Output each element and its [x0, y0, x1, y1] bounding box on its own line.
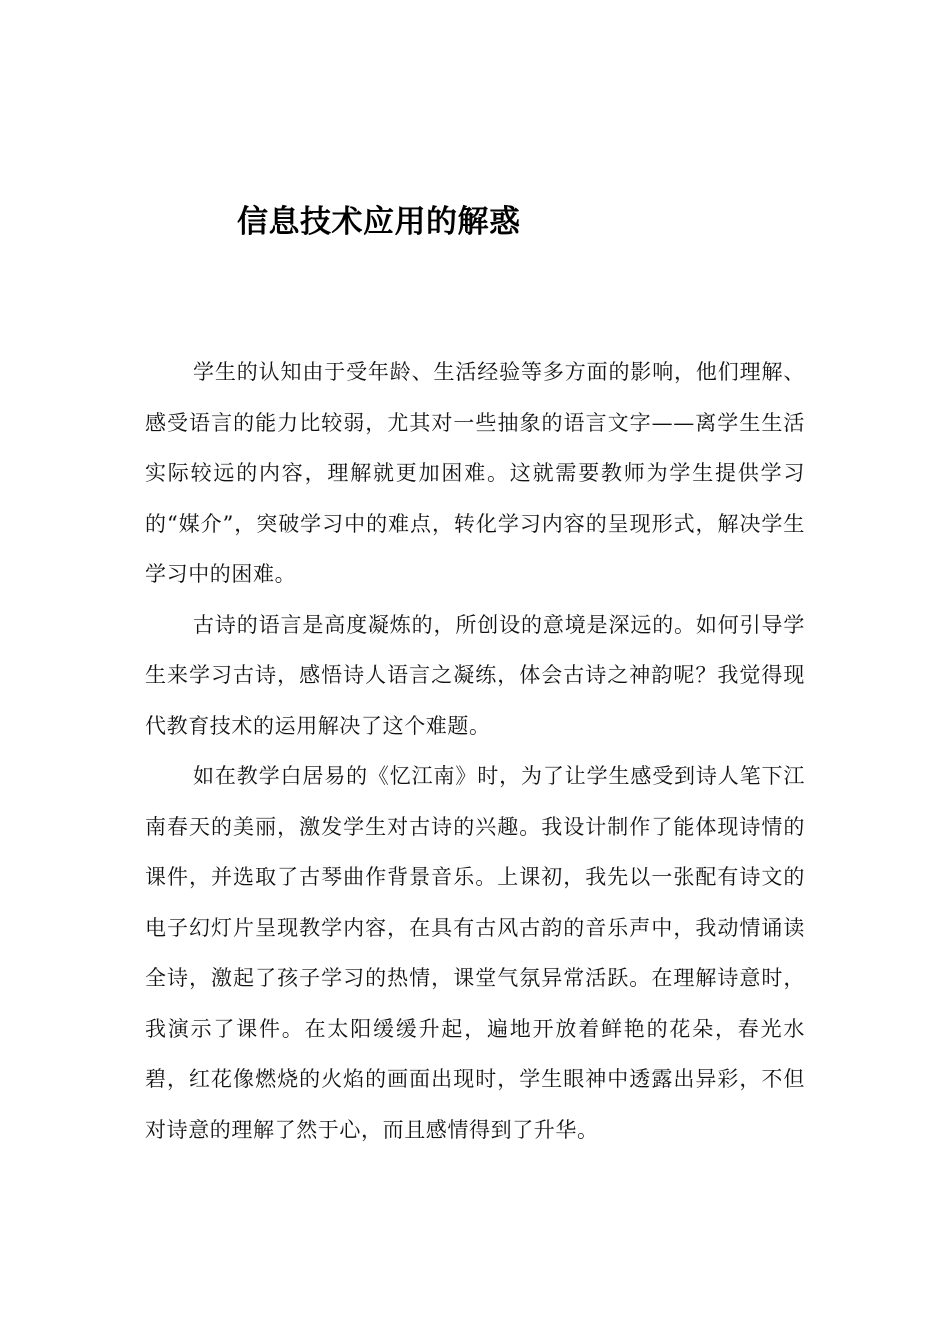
document-title: 信息技术应用的解惑 — [237, 204, 521, 240]
paragraph-3: 如在教学白居易的《忆江南》时，为了让学生感受到诗人笔下江南春天的美丽，激发学生对古诗的兴趣。我设计制作了能体现诗情的课件，并选取了古琴曲作背景音乐。上课初，我先以一张配有诗文的电子幻灯片呈现教学内容，在具有古风古韵的音乐声中，我动情诵读全诗，激起了孩子学习的热情，课堂气氛异常活跃。在理解诗意时，我演示了课件。在太阳缓缓升起，遍地开放着鲜艳的花朵，春光水碧，红花像燃烧的火焰的画面出现时，学生眼神中透露出异彩，不但对诗意的理解了然于心，而且感情得到了升华。 — [145, 764, 805, 1142]
paragraph-1: 学生的认知由于受年龄、生活经验等多方面的影响，他们理解、感受语言的能力比较弱，尤其对一些抽象的语言文字——离学生生活实际较远的内容，理解就更加困难。这就需要教师为学生提供学习的“媒介”，突破学习中的难点，转化学习内容的呈现形式，解决学生学习中的困难。 — [145, 360, 805, 586]
paragraph-2: 古诗的语言是高度凝炼的，所创设的意境是深远的。如何引导学生来学习古诗，感悟诗人语言之凝练，体会古诗之神韵呢？我觉得现代教育技术的运用解决了这个难题。 — [145, 612, 805, 738]
document-body — [145, 347, 805, 1155]
